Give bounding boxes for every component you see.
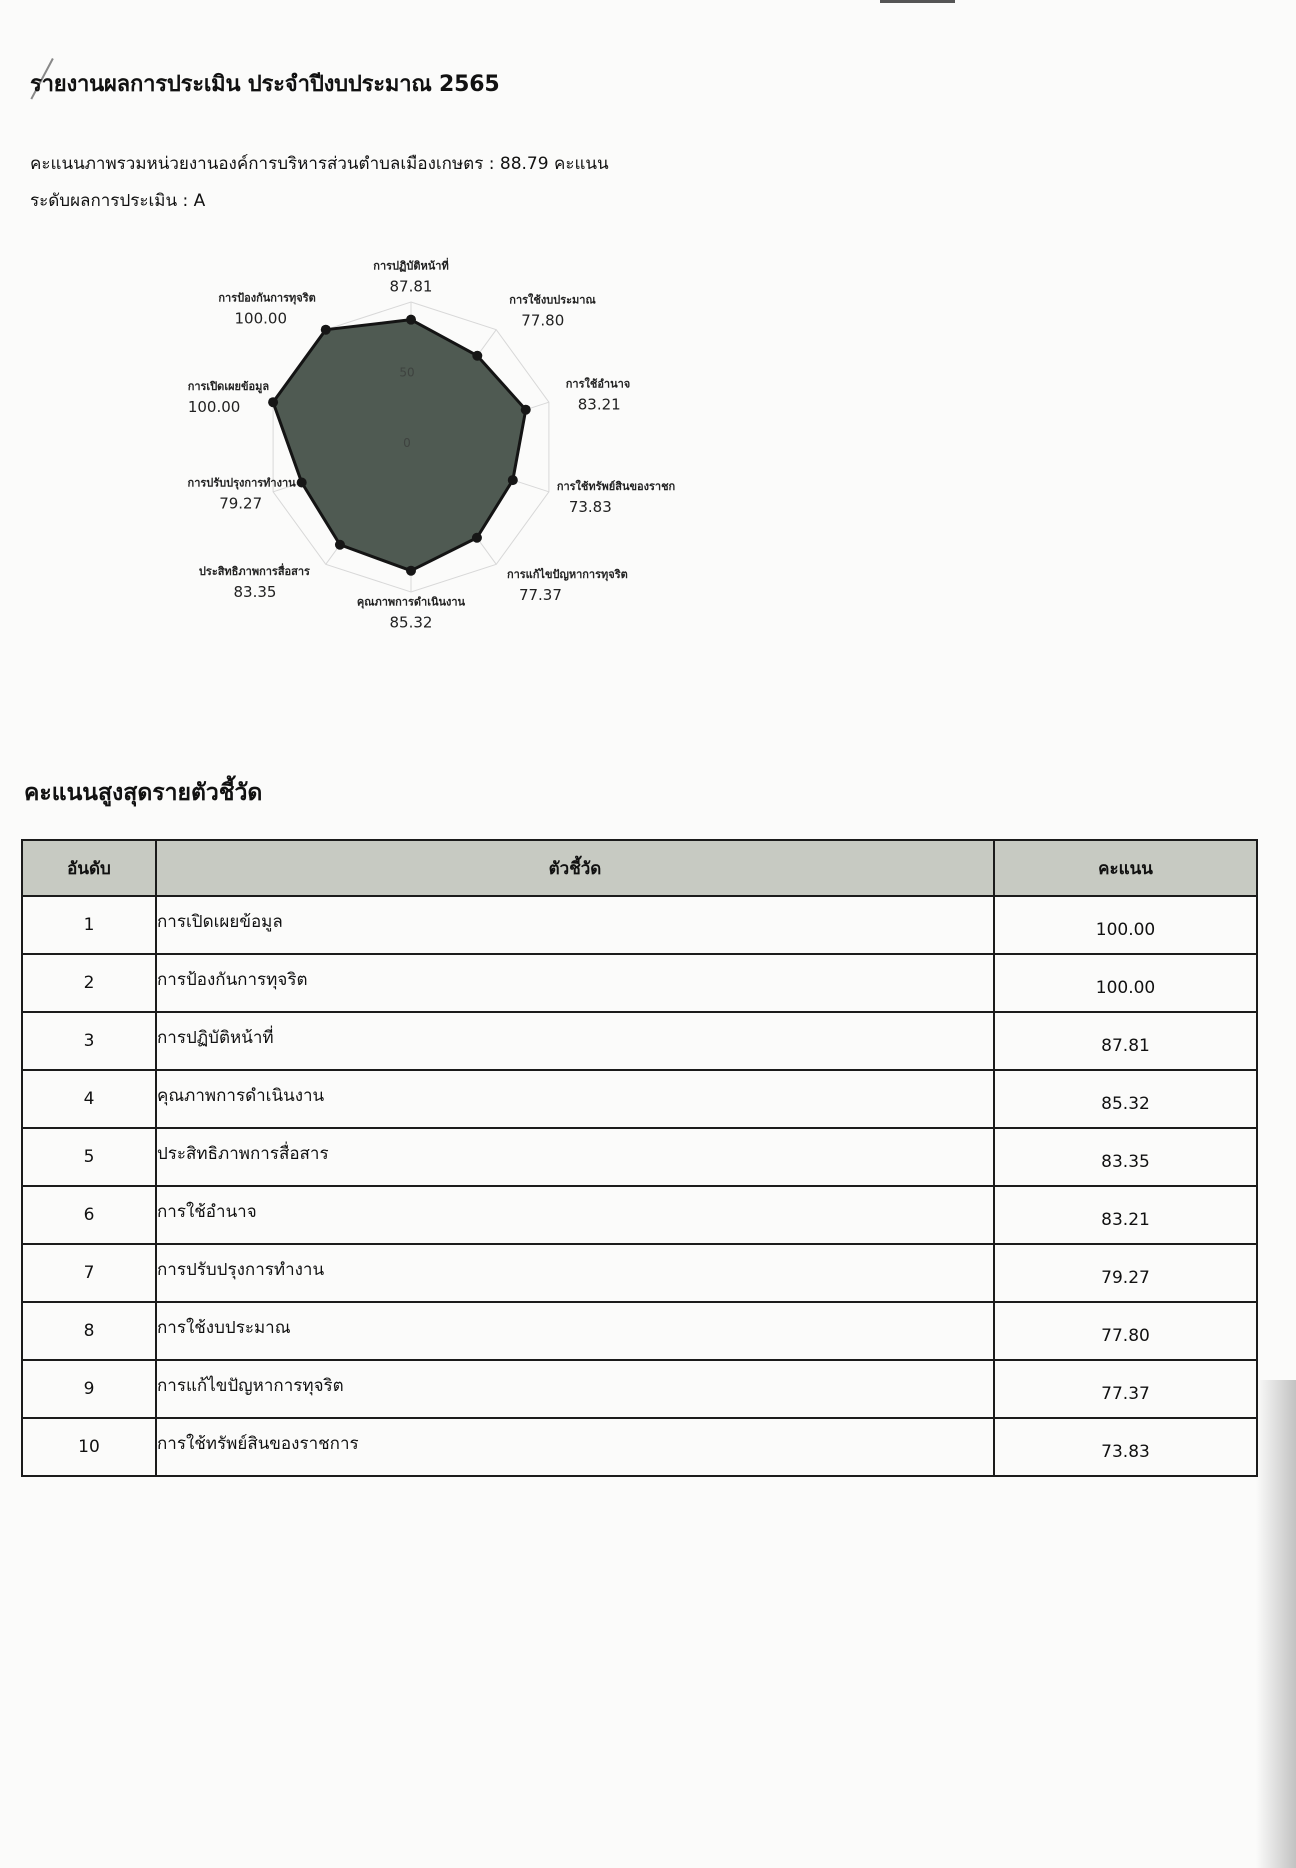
table-row (22, 1360, 1257, 1418)
indicator-name: การใช้ทรัพย์สินของราชการ (157, 1433, 359, 1454)
table-row (22, 1186, 1257, 1244)
report-title: รายงานผลการประเมิน ประจำปีงบประมาณ 2565 (30, 72, 500, 97)
score-cell (994, 1360, 1257, 1418)
radar-category-label: การใช้อำนาจ (565, 377, 631, 391)
indicator-name: การป้องกันการทุจริต (157, 969, 308, 990)
indicator-cell (156, 896, 994, 954)
score-cell (994, 896, 1257, 954)
table-row (22, 1012, 1257, 1070)
indicator-name: การแก้ไขปัญหาการทุจริต (157, 1375, 344, 1396)
radar-chart (0, 0, 760, 680)
radar-point (472, 533, 482, 543)
radar-category-label: การใช้ทรัพย์สินของราชก (556, 480, 676, 494)
radar-category-label: ประสิทธิภาพการสื่อสาร (198, 564, 310, 578)
table-row (22, 1418, 1257, 1476)
radar-category-label: การป้องกันการทุจริต (218, 291, 316, 305)
radar-point (521, 405, 531, 415)
indicator-name: การปรับปรุงการทำงาน (157, 1259, 325, 1280)
rank-cell: 5 (22, 1128, 156, 1186)
radar-value-label: 77.80 (521, 311, 565, 330)
radar-point (406, 315, 416, 325)
header-indicator: ตัวชี้วัด (156, 840, 994, 896)
indicator-score-table (21, 839, 1258, 1477)
indicator-cell (156, 1070, 994, 1128)
indicator-name: ประสิทธิภาพการสื่อสาร (157, 1143, 329, 1164)
score-cell (994, 1186, 1257, 1244)
rank-cell: 4 (22, 1070, 156, 1128)
score-cell (994, 1012, 1257, 1070)
score-cell (994, 954, 1257, 1012)
radar-point (297, 478, 307, 488)
header-rank: อันดับ (22, 840, 156, 896)
score-value: 83.35 (1101, 1152, 1150, 1172)
radar-point (321, 325, 331, 335)
score-cell (994, 1244, 1257, 1302)
rank-cell: 1 (22, 896, 156, 954)
score-value: 77.80 (1101, 1326, 1150, 1346)
indicator-cell (156, 1418, 994, 1476)
table-row (22, 896, 1257, 954)
radar-tick-label: 50 (399, 365, 415, 380)
radar-category-label: การปรับปรุงการทำงาน (187, 476, 296, 490)
score-cell (994, 1128, 1257, 1186)
score-cell (994, 1418, 1257, 1476)
radar-value-label: 77.37 (518, 585, 562, 604)
indicator-name: การใช้อำนาจ (157, 1201, 257, 1222)
table-header-row (22, 840, 1257, 896)
rank-cell: 7 (22, 1244, 156, 1302)
score-cell (994, 1302, 1257, 1360)
rank-cell: 3 (22, 1012, 156, 1070)
radar-value-label: 79.27 (219, 494, 263, 513)
rank-cell: 8 (22, 1302, 156, 1360)
radar-point (335, 540, 345, 550)
indicator-cell (156, 1244, 994, 1302)
radar-point (268, 397, 278, 407)
radar-tick-label: 0 (403, 436, 411, 450)
indicator-cell (156, 1186, 994, 1244)
score-value: 87.81 (1101, 1036, 1150, 1056)
indicator-name: การปฏิบัติหน้าที่ (157, 1027, 274, 1048)
indicator-cell (156, 1360, 994, 1418)
grade-line: ระดับผลการประเมิน : A (30, 191, 206, 211)
radar-value-label: 85.32 (389, 613, 433, 632)
indicator-name: การใช้งบประมาณ (157, 1317, 291, 1338)
radar-point (472, 351, 482, 361)
rank-cell: 2 (22, 954, 156, 1012)
radar-point (406, 566, 416, 576)
indicator-name: คุณภาพการดำเนินงาน (157, 1085, 325, 1106)
indicator-cell (156, 954, 994, 1012)
radar-point (508, 475, 518, 485)
score-value: 83.21 (1101, 1210, 1150, 1230)
indicator-name: การเปิดเผยข้อมูล (157, 911, 283, 932)
radar-value-label: 100.00 (187, 398, 241, 417)
radar-value-label: 83.21 (577, 395, 621, 414)
table-row (22, 954, 1257, 1012)
radar-category-label: คุณภาพการดำเนินงาน (356, 595, 466, 609)
radar-category-label: การแก้ไขปัญหาการทุจริต (506, 567, 628, 581)
table-row (22, 1244, 1257, 1302)
table-row (22, 1070, 1257, 1128)
radar-category-label: การเปิดเผยข้อมูล (187, 380, 270, 394)
scan-edge-mark (880, 0, 955, 3)
indicator-cell (156, 1302, 994, 1360)
radar-chart-svg (0, 0, 760, 680)
section-title-top-scores: คะแนนสูงสุดรายตัวชี้วัด (24, 780, 263, 806)
rank-cell: 10 (22, 1418, 156, 1476)
score-value: 73.83 (1101, 1442, 1150, 1462)
radar-value-label: 87.81 (389, 277, 433, 296)
overall-score-line: คะแนนภาพรวมหน่วยงานองค์การบริหารส่วนตำบลเมืองเกษตร : 88.79 คะแนน (30, 154, 609, 174)
table-row (22, 1128, 1257, 1186)
score-cell (994, 1070, 1257, 1128)
radar-series-area (273, 320, 526, 571)
rank-cell: 9 (22, 1360, 156, 1418)
score-value: 77.37 (1101, 1384, 1150, 1404)
score-value: 100.00 (1095, 978, 1156, 998)
indicator-cell (156, 1012, 994, 1070)
radar-value-label: 73.83 (568, 498, 612, 517)
score-value: 85.32 (1101, 1094, 1150, 1114)
radar-value-label: 100.00 (234, 309, 288, 328)
page-edge-shadow (1256, 1380, 1296, 1868)
rank-cell: 6 (22, 1186, 156, 1244)
table-row (22, 1302, 1257, 1360)
radar-category-label: การใช้งบประมาณ (509, 293, 596, 307)
score-value: 79.27 (1101, 1268, 1150, 1288)
score-value: 100.00 (1095, 920, 1156, 940)
radar-category-label: การปฏิบัติหน้าที่ (373, 259, 449, 273)
radar-value-label: 83.35 (233, 582, 277, 601)
header-score: คะแนน (994, 840, 1257, 896)
indicator-cell (156, 1128, 994, 1186)
